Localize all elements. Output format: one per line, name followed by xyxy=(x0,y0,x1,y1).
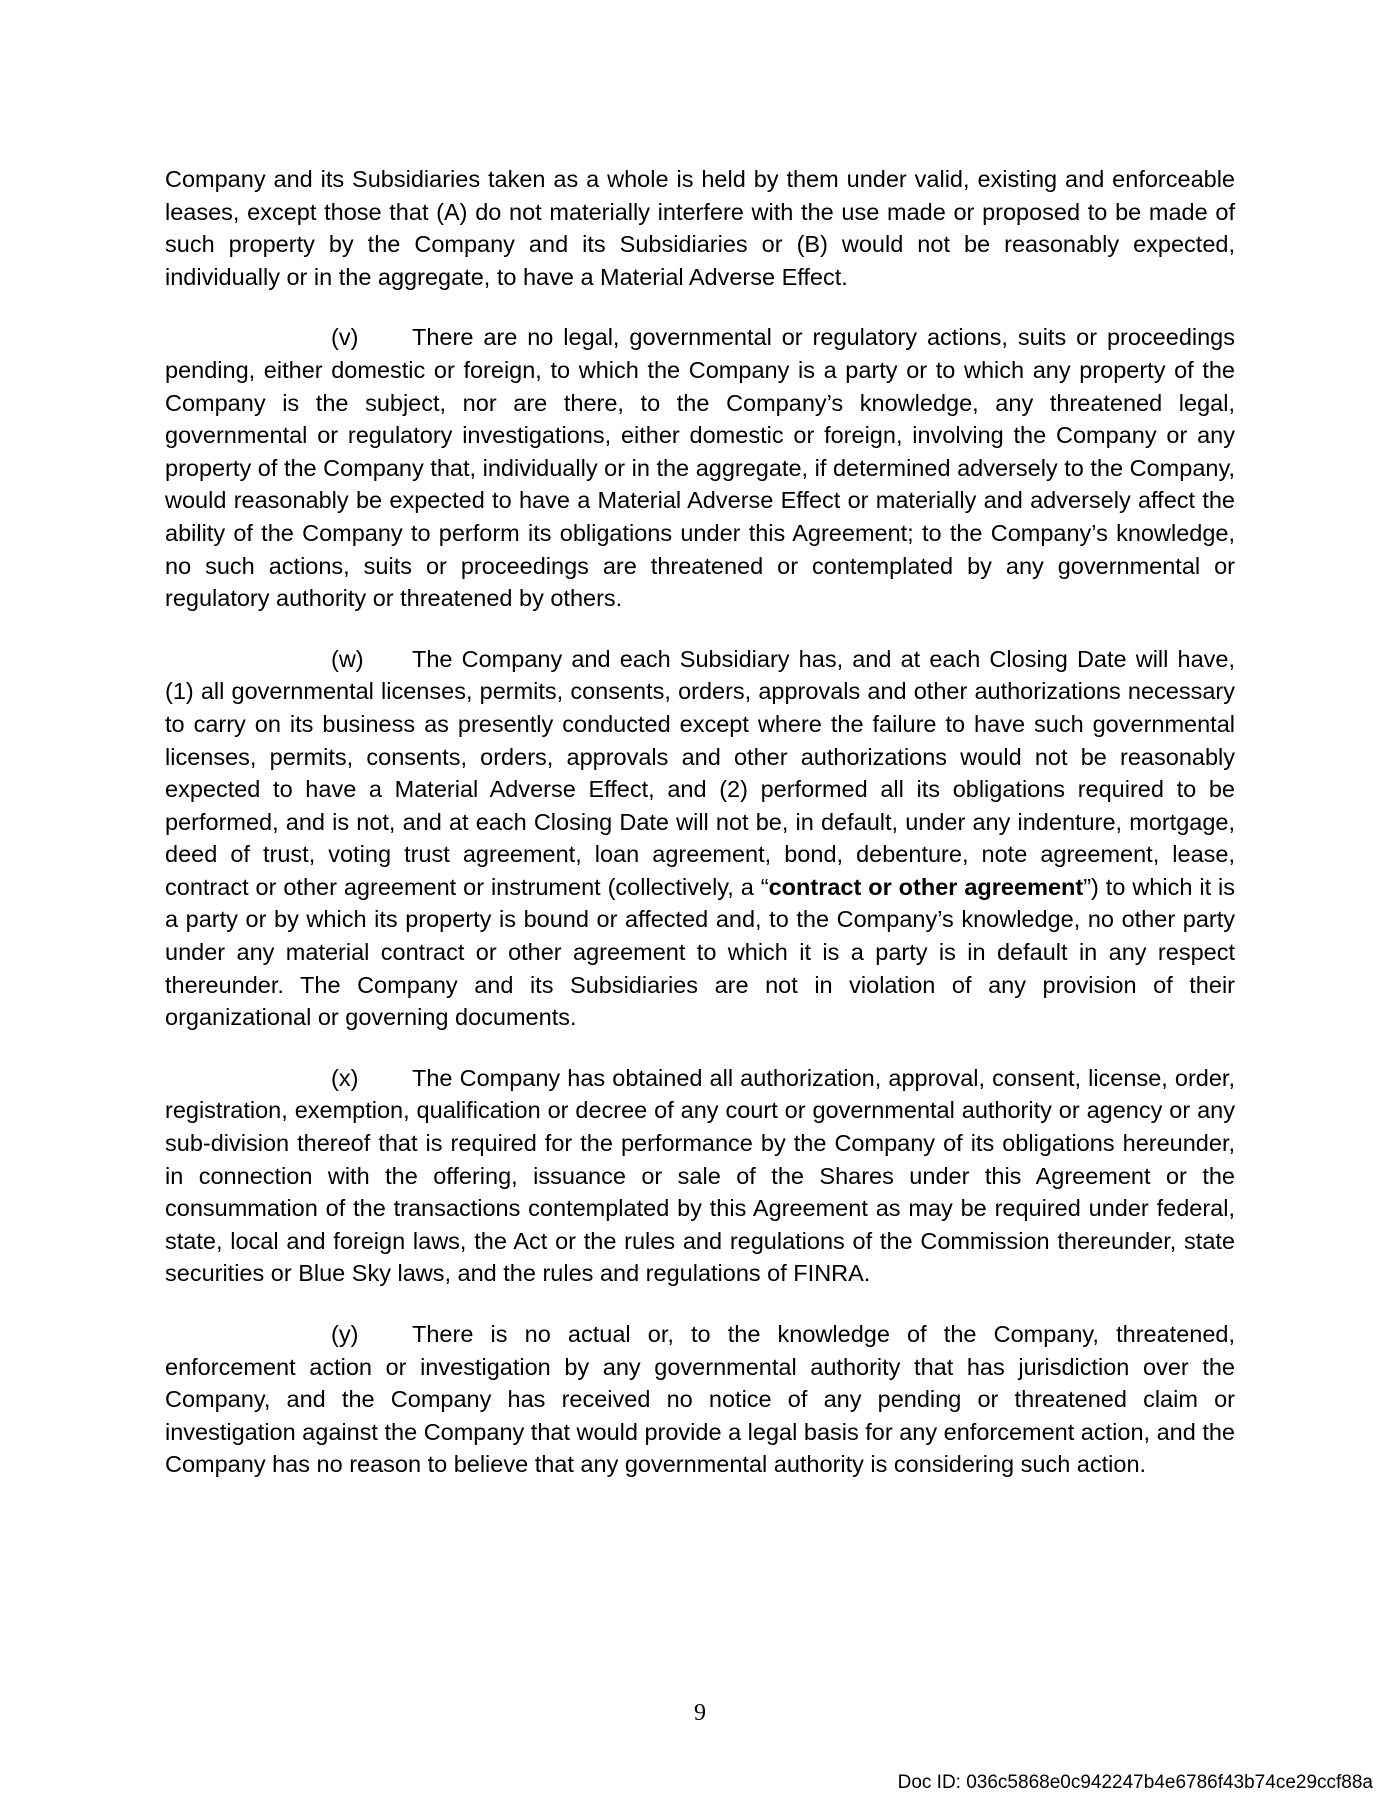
document-body xyxy=(165,163,1235,1509)
section-x xyxy=(165,1062,1235,1290)
section-text: The Company and each Subsidiary has, and at each Closing Date will have, (1) all governmental licenses, permits, consents, orders, approvals and other authorizations necessary to carry on its business as presently conducted except where the failure to have such governmental licenses, permits, consents, orders, approvals and other authorizations would not be reasonably expected to have a Material Adverse Effect, and (2) performed all its obligations required to be performed, and is not, and at each Closing Date will not be, in default, under any indenture, mortgage, deed of trust, voting trust agreement, loan agreement, bond, debenture, note agreement, lease, contract or other agreement or instrument (collectively, a “ xyxy=(165,645,1235,900)
section-y xyxy=(165,1318,1235,1481)
section-text: There are no legal, governmental or regulatory actions, suits or proceedings pending, either domestic or foreign, to which the Company is a party or to which any property of the Company is the subject, nor are there, to the Company’s knowledge, any threatened legal, governmental or regulatory investigations, either domestic or foreign, involving the Company or any property of the Company that, individually or in the aggregate, if determined adversely to the Company, would reasonably be expected to have a Material Adverse Effect or materially and adversely affect the ability of the Company to perform its obligations under this Agreement; to the Company’s knowledge, no such actions, suits or proceedings are threatened or contemplated by any governmental or regulatory authority or threatened by others. xyxy=(165,324,1235,612)
section-w xyxy=(165,643,1235,1034)
continuation-paragraph: Company and its Subsidiaries taken as a whole is held by them under valid, existing and enforceable leases, except those that (A) do not materially interfere with the use made or proposed to be made of such property by the Company and its Subsidiaries or (B) would not be reasonably expected, individually or in the aggregate, to have a Material Adverse Effect. xyxy=(165,166,1235,290)
page-number: 9 xyxy=(694,1700,706,1726)
section-label: (x) xyxy=(331,1064,359,1091)
doc-id: Doc ID: 036c5868e0c942247b4e6786f43b74ce29ccf88a xyxy=(897,1772,1373,1793)
section-text-continued: ”) to which it is a party or by which its property is bound or affected and, to the Company’s knowledge, no other party under any material contract or other agreement to which it is a party is in default in any respect thereunder. The Company and its Subsidiaries are not in violation of any provision of their organizational or governing documents. xyxy=(165,873,1235,1031)
section-label: (w) xyxy=(331,645,364,672)
defined-term: contract or other agreement xyxy=(768,873,1084,900)
section-label: (y) xyxy=(331,1321,359,1347)
section-v xyxy=(165,321,1235,614)
section-text: There is no actual or, to the knowledge of the Company, threatened, enforcement action or investigation by any governmental authority that has jurisdiction over the Company, and the Company has received no notice of any pending or threatened claim or investigation against the Company that would provide a legal basis for any enforcement action, and the Company has no reason to believe that any governmental authority is considering such action. xyxy=(165,1321,1235,1478)
section-label: (v) xyxy=(331,324,359,351)
section-text: The Company has obtained all authorization, approval, consent, license, order, registration, exemption, qualification or decree of any court or governmental authority or agency or any sub-division thereof that is required for the performance by the Company of its obligations hereunder, in connection with the offering, issuance or sale of the Shares under this Agreement or the consummation of the transactions contemplated by this Agreement as may be required under federal, state, local and foreign laws, the Act or the rules and regulations of the Commission thereunder, state securities or Blue Sky laws, and the rules and regulations of FINRA. xyxy=(165,1064,1235,1287)
